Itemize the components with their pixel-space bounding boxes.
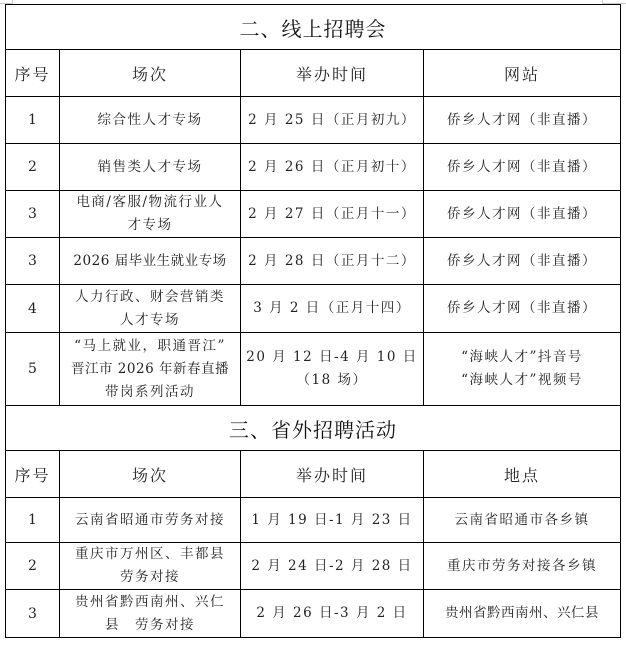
session-time-line: （18 场） xyxy=(296,372,368,388)
session-name-line: “马上就业，职通晋江” xyxy=(74,337,226,354)
table-row xyxy=(6,238,621,285)
session-location: 重庆市劳务对接各乡镇 xyxy=(424,543,621,590)
table-row xyxy=(6,97,621,144)
row-index: 1 xyxy=(6,97,60,144)
section-title-row xyxy=(6,406,621,451)
session-name-line: 人才专场 xyxy=(120,311,180,328)
header-time: 举办时间 xyxy=(241,451,424,498)
session-website: 侨乡人才网（非直播） xyxy=(424,285,621,333)
header-time: 举办时间 xyxy=(241,50,424,97)
session-time: 2 月 26 日（正月初十） xyxy=(241,144,424,191)
row-index: 5 xyxy=(6,333,60,406)
session-name-line: 人力行政、财会营销类 xyxy=(75,288,225,305)
session-time xyxy=(241,333,424,406)
session-time: 2 月 26 日-3 月 2 日 xyxy=(241,590,424,638)
session-time: 2 月 24 日-2 月 28 日 xyxy=(241,543,424,590)
column-header-row xyxy=(6,50,621,97)
session-name-line: 才专场 xyxy=(127,217,173,233)
row-index: 3 xyxy=(6,590,60,638)
table-row xyxy=(6,144,621,191)
session-time: 2 月 27 日（正月十一） xyxy=(241,191,424,238)
session-name: 综合性人才专场 xyxy=(60,97,241,144)
session-website: 侨乡人才网（非直播） xyxy=(424,97,621,144)
session-website: 侨乡人才网（非直播） xyxy=(424,238,621,285)
header-index: 序号 xyxy=(6,50,60,97)
table-row xyxy=(6,543,621,590)
session-name-line: 晋江市 2026 年新春直播 xyxy=(71,360,229,377)
header-session: 场次 xyxy=(60,451,241,498)
session-time: 2 月 25 日（正月初九） xyxy=(241,97,424,144)
session-name: 销售类人才专场 xyxy=(60,144,241,191)
table-row xyxy=(6,285,621,333)
session-name: 2026 届毕业生就业专场 xyxy=(60,238,241,285)
session-time: 1 月 19 日-1 月 23 日 xyxy=(241,498,424,543)
session-name-line: 重庆市万州区、丰都县 xyxy=(75,546,225,562)
row-index: 1 xyxy=(6,498,60,543)
table-row xyxy=(6,498,621,543)
header-index: 序号 xyxy=(6,451,60,498)
session-name xyxy=(60,285,241,333)
column-header-row xyxy=(6,451,621,498)
session-location: 贵州省黔西南州、兴仁县 xyxy=(424,590,621,638)
session-name-line: 县 劳务对接 xyxy=(105,616,195,633)
header-website: 网站 xyxy=(424,50,621,97)
session-name xyxy=(60,590,241,638)
section-title-online: 二、线上招聘会 xyxy=(6,5,621,50)
table-row xyxy=(6,590,621,638)
row-index: 2 xyxy=(6,543,60,590)
session-name: 云南省昭通市劳务对接 xyxy=(60,498,241,543)
row-index: 4 xyxy=(6,285,60,333)
header-session: 场次 xyxy=(60,50,241,97)
session-name xyxy=(60,191,241,238)
session-name-line: 劳务对接 xyxy=(120,569,180,585)
header-location: 地点 xyxy=(424,451,621,498)
session-name-line: 贵州省黔西南州、兴仁 xyxy=(75,593,225,610)
recruitment-schedule-table xyxy=(5,4,621,638)
session-name-line: 电商/客服/物流行业人 xyxy=(76,194,224,210)
session-location: 云南省昭通市各乡镇 xyxy=(424,498,621,543)
session-name-line: 带岗系列活动 xyxy=(105,383,195,400)
session-time-line: 20 月 12 日-4 月 10 日 xyxy=(246,349,418,365)
session-website-line: “海峡人才”视频号 xyxy=(461,372,583,388)
session-time: 3 月 2 日（正月十四） xyxy=(241,285,424,333)
section-title-row xyxy=(6,5,621,50)
session-time: 2 月 28 日（正月十二） xyxy=(241,238,424,285)
session-name xyxy=(60,543,241,590)
row-index: 3 xyxy=(6,238,60,285)
row-index: 3 xyxy=(6,191,60,238)
session-website xyxy=(424,333,621,406)
session-website: 侨乡人才网（非直播） xyxy=(424,191,621,238)
session-website: 侨乡人才网（非直播） xyxy=(424,144,621,191)
row-index: 2 xyxy=(6,144,60,191)
section-title-out-of-province: 三、省外招聘活动 xyxy=(6,406,621,451)
session-name xyxy=(60,333,241,406)
session-website-line: “海峡人才”抖音号 xyxy=(461,349,583,365)
table-row xyxy=(6,333,621,406)
table-row xyxy=(6,191,621,238)
